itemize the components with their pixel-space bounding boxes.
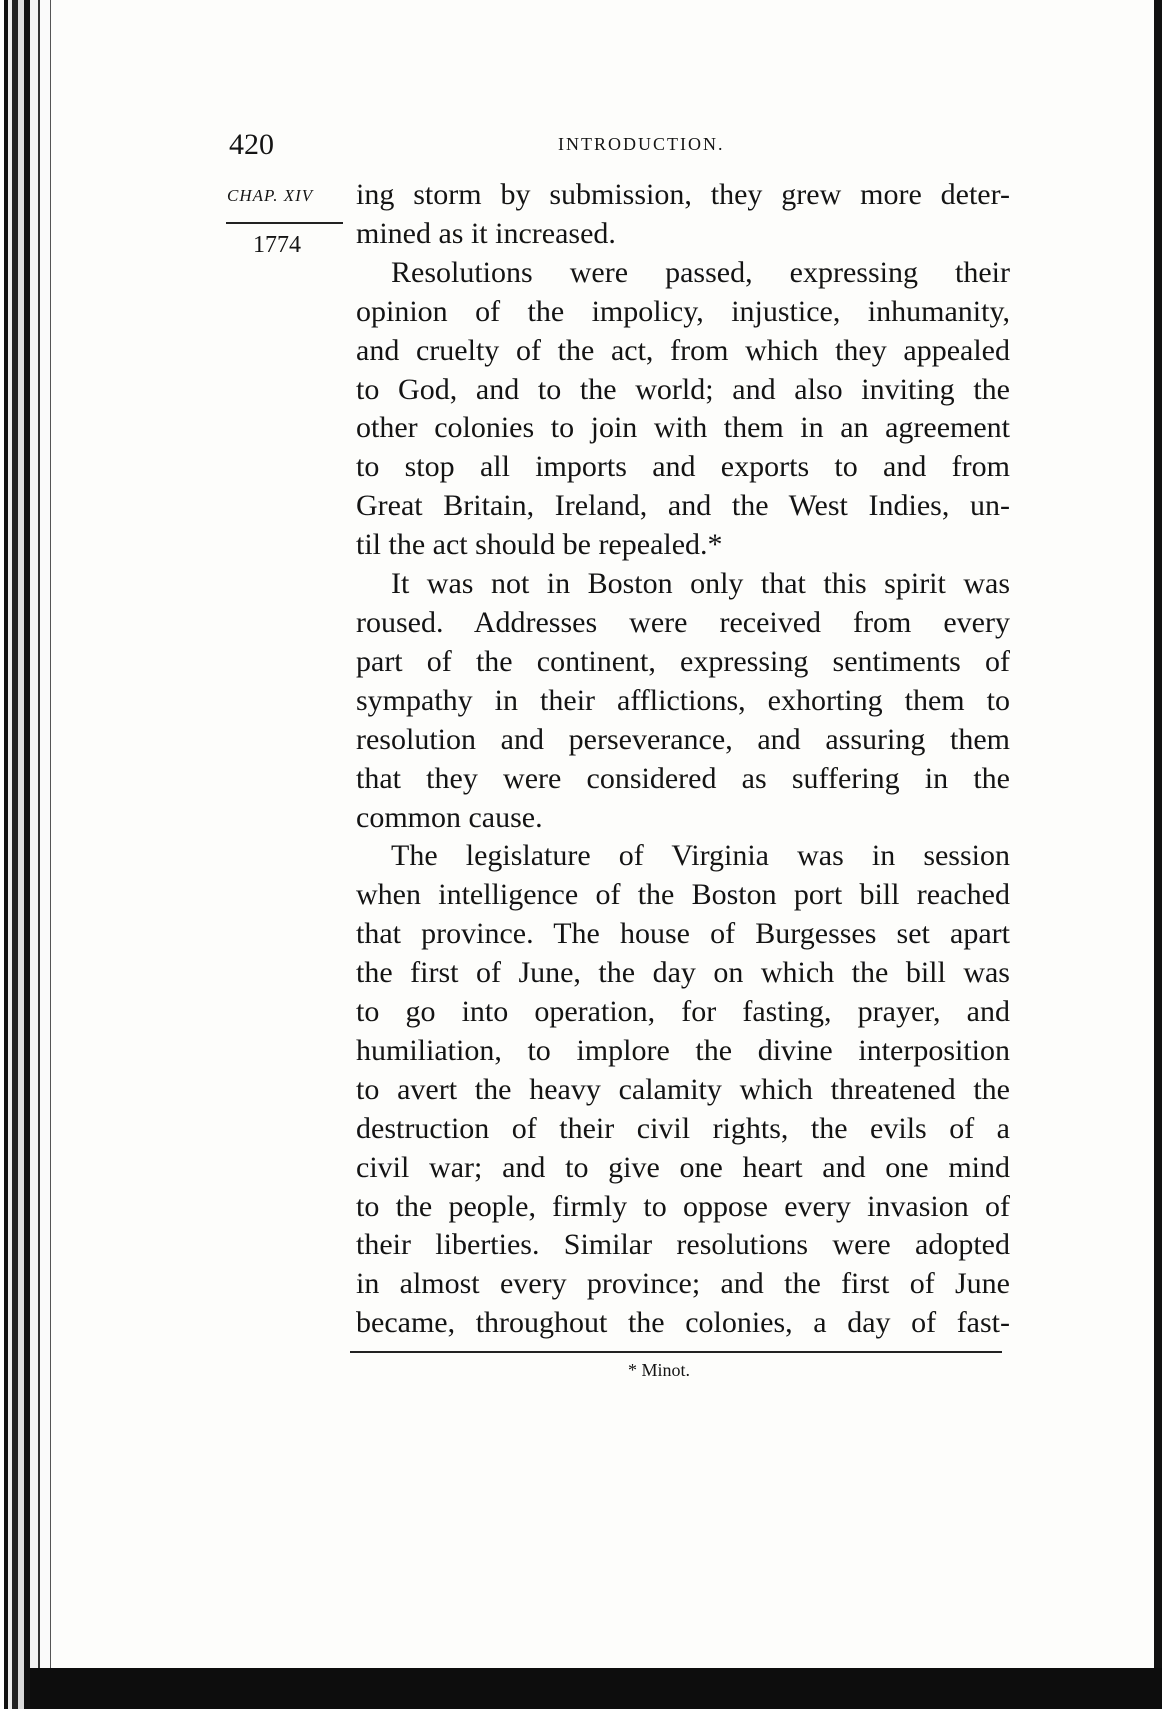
text-line: destruction of their civil rights, the evils of a <box>356 1111 1010 1145</box>
text-line: that they were considered as suffering in the <box>356 761 1010 795</box>
text-line: in almost every province; and the first of June <box>356 1267 1010 1301</box>
text-line: the first of June, the day on which the bill was <box>356 956 1010 990</box>
scan-edge-left <box>0 0 70 1709</box>
text-line: The legislature of Virginia was in session <box>391 839 1010 873</box>
text-line: mined as it increased. <box>356 216 616 250</box>
text-line: their liberties. Similar resolutions were adopted <box>356 1228 1010 1262</box>
text-line: humiliation, to implore the divine interposition <box>356 1033 1010 1067</box>
text-line: other colonies to join with them in an agreement <box>356 411 1010 445</box>
margin-chapter: CHAP. XIV <box>227 186 314 205</box>
text-line: and cruelty of the act, from which they appealed <box>356 333 1010 367</box>
paragraph <box>356 176 1010 254</box>
running-title: INTRODUCTION. <box>558 134 725 154</box>
text-line: common cause. <box>356 800 543 834</box>
text-line: sympathy in their afflictions, exhorting them to <box>356 683 1010 717</box>
paragraph <box>356 565 1010 837</box>
text-line: to go into operation, for fasting, prayer, and <box>356 995 1010 1029</box>
text-line: to avert the heavy calamity which threatened the <box>356 1072 1010 1106</box>
footnote: * Minot. <box>628 1360 691 1380</box>
text-line: to God, and to the world; and also inviting the <box>356 372 1010 406</box>
scan-edge-right <box>1154 0 1162 1709</box>
text-line: Great Britain, Ireland, and the West Indies, un- <box>356 489 1010 523</box>
text-line: became, throughout the colonies, a day of fast- <box>356 1306 1010 1340</box>
text-line: resolution and perseverance, and assuring them <box>356 722 1010 756</box>
text-line: that province. The house of Burgesses set apart <box>356 917 1010 951</box>
paragraph <box>356 254 1010 565</box>
text-line: part of the continent, expressing sentiments of <box>356 644 1010 678</box>
text-line: roused. Addresses were received from every <box>356 605 1010 639</box>
text-line: civil war; and to give one heart and one mind <box>356 1150 1010 1184</box>
footnote-rule <box>350 1351 1002 1353</box>
text-line: when intelligence of the Boston port bill reached <box>356 878 1010 912</box>
text-line: ing storm by submission, they grew more deter- <box>356 178 1010 211</box>
text-line: opinion of the impolicy, injustice, inhumanity, <box>356 294 1010 328</box>
page-number: 420 <box>229 128 274 161</box>
text-line: til the act should be repealed.* <box>356 528 723 562</box>
text-line: Resolutions were passed, expressing their <box>391 255 1010 289</box>
margin-rule <box>226 222 343 224</box>
scan-edge-bottom <box>30 1668 1162 1709</box>
margin-year: 1774 <box>253 232 301 258</box>
paragraph <box>356 837 1010 1343</box>
body-text <box>356 176 1010 1343</box>
text-line: to the people, firmly to oppose every invasion of <box>356 1189 1010 1223</box>
text-line: It was not in Boston only that this spirit was <box>391 567 1010 601</box>
text-line: to stop all imports and exports to and from <box>356 450 1010 484</box>
